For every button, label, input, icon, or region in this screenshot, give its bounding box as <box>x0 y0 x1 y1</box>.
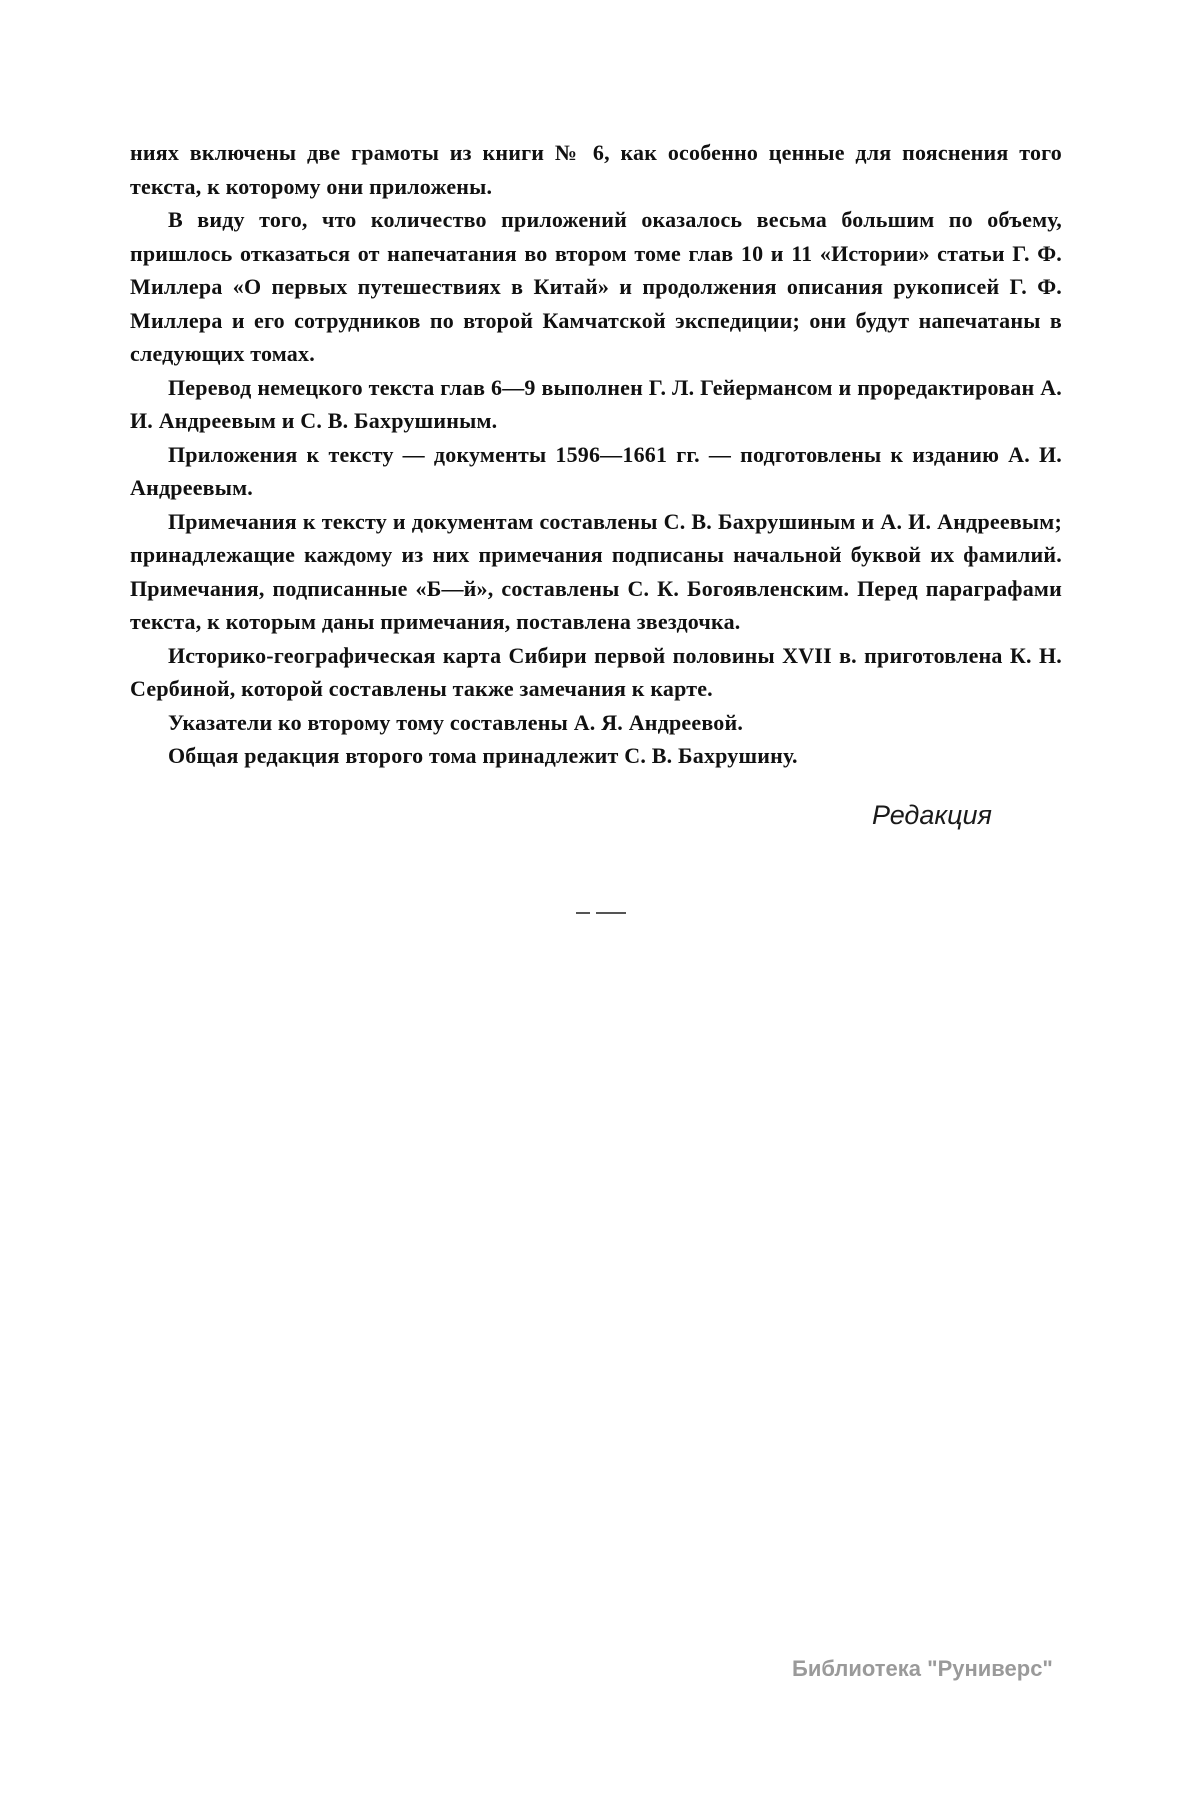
paragraph-notes: Примечания к тексту и документам составлены С. В. Бахрушиным и А. И. Андреевым; принадлежащие каждому из них примечания подписаны начальной буквой их фамилий. Примечания, подписанные «Б—й», составлены С. К. Богоявленским. Перед параграфами текста, к которым даны примечания, поставлена звездочка. <box>130 508 1062 634</box>
paragraph-translation: Перевод немецкого текста глав 6—9 выполнен Г. Л. Гейермансом и проредактирован А. И. Андреевым и С. В. Бахрушиным. <box>130 374 1062 433</box>
paragraph-appendix-volume: В виду того, что количество приложений оказалось весьма большим по объему, пришлось отказаться от напечатания во втором томе глав 10 и 11 «Истории» статьи Г. Ф. Миллера «О первых путешествиях в Китай» и продолжения описания рукописей Г. Ф. Миллера и его сотрудников по второй Камчатской экспедиции; они будут напечатаны в следующих томах. <box>130 207 1062 366</box>
paragraph-indexes: Указатели ко второму тому составлены А. Я. Андреевой. <box>168 709 744 735</box>
page-body <box>130 136 1062 773</box>
paragraph-general-editing: Общая редакция второго тома принадлежит С. В. Бахрушину. <box>168 743 798 768</box>
editorial-signature: Редакция <box>872 800 992 830</box>
end-ornament <box>576 910 628 916</box>
library-watermark: Библиотека "Руниверс" <box>792 1656 1053 1681</box>
continuation-paragraph: ниях включены две грамоты из книги № 6, как особенно ценные для пояснения того текста, к которому они приложены. <box>130 140 1062 199</box>
paragraph-appendices: Приложения к тексту — документы 1596—1661 гг. — подготовлены к изданию А. И. Андреевым. <box>130 441 1062 500</box>
paragraph-map: Историко-географическая карта Сибири первой половины XVII в. приготовлена К. Н. Сербиной, которой составлены также замечания к карте. <box>130 642 1062 701</box>
